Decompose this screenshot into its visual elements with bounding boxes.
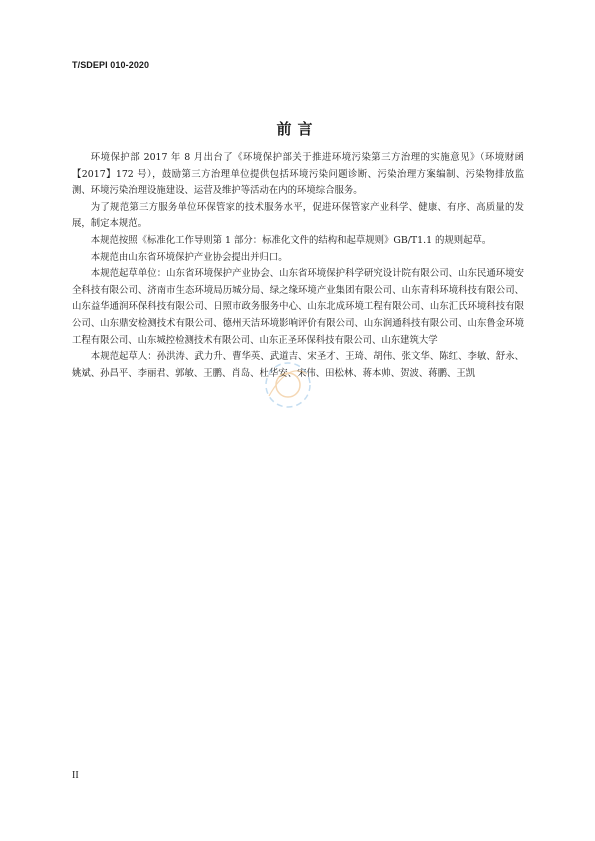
paragraph-drafting-rules: 本规范按照《标准化工作导则第 1 部分：标准化文件的结构和起草规则》GB/T1.1 的规则起草。 — [90, 234, 492, 246]
page-number: II — [72, 770, 79, 781]
paragraph-drafters: 本规范起草人：孙洪涛、武力升、曹华英、武道吉、宋圣才、王琦、胡伟、张文华、陈红、李敏、舒永、姚斌、孙昌平、李丽君、郭敏、王鹏、肖岛、杜华安、宋伟、田松林、蒋本帅、贺波、蒋鹏、王凯 — [72, 351, 524, 379]
paragraph-proposer: 本规范由山东省环境保护产业协会提出并归口。 — [90, 251, 288, 263]
section-title: 前言 — [276, 120, 319, 138]
document-code: T/SDEPI 010-2020 — [72, 60, 150, 70]
paragraph-background: 环境保护部 2017 年 8 月出台了《环境保护部关于推进环境污染第三方治理的实施意见》（环境财函【2017】172 号），鼓励第三方治理单位提供包括环境污染问题诊断、污染治理方案编制、污染物排放监测、环境污染治理设施建设、运营及维护等活动在内的环境综合服务。 — [72, 152, 524, 197]
paragraph-purpose: 为了规范第三方服务单位环保管家的技术服务水平，促进环保管家产业科学、健康、有序、高质量的发展，制定本规范。 — [72, 201, 524, 230]
paragraph-drafting-units: 本规范起草单位：山东省环境保护产业协会、山东省环境保护科学研究设计院有限公司、山东民通环境安全科技有限公司、济南市生态环境局历城分局、绿之缘环境产业集团有限公司、山东青科环境科技有限公司、山东益华通润环保科技有限公司、日照市政务服务中心、山东北成环境工程有限公司、山东汇氏环境科技有限公司、山东鼎安检测技术有限公司、德州天洁环境影响评价有限公司、山东润通科技有限公司、山东鲁金环境工程有限公司、山东城控检测技术有限公司、山东正圣环保科技有限公司、山东建筑大学 — [72, 268, 524, 346]
foreword-body — [72, 150, 524, 382]
watermark-logo-icon — [255, 352, 321, 418]
